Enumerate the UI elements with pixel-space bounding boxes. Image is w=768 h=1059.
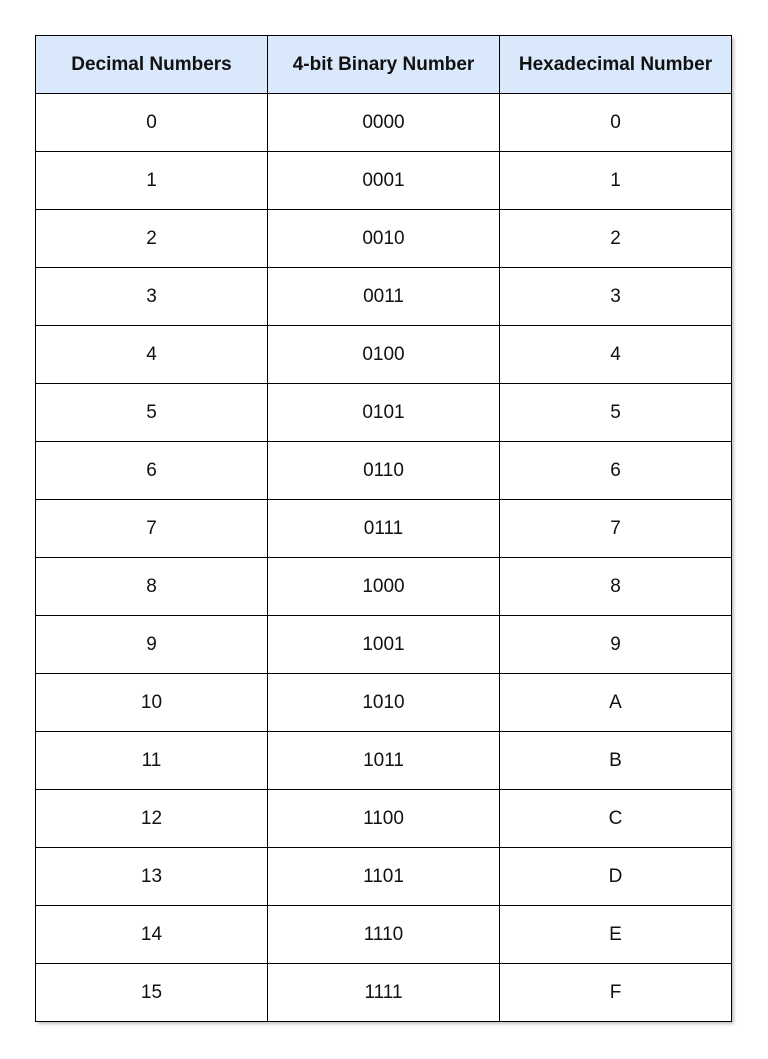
cell-hexadecimal: 1 <box>500 152 732 210</box>
table-row <box>36 268 732 326</box>
cell-decimal: 2 <box>36 210 268 268</box>
cell-binary: 1100 <box>268 790 500 848</box>
table-body <box>36 94 732 1022</box>
cell-hexadecimal: 6 <box>500 442 732 500</box>
cell-decimal: 14 <box>36 906 268 964</box>
cell-hexadecimal: 2 <box>500 210 732 268</box>
table-row <box>36 616 732 674</box>
cell-decimal: 11 <box>36 732 268 790</box>
table-row <box>36 790 732 848</box>
cell-binary: 1011 <box>268 732 500 790</box>
cell-decimal: 0 <box>36 94 268 152</box>
conversion-table-container <box>35 35 731 1021</box>
cell-hexadecimal: E <box>500 906 732 964</box>
cell-binary: 0111 <box>268 500 500 558</box>
table-row <box>36 906 732 964</box>
table-row <box>36 442 732 500</box>
cell-decimal: 15 <box>36 964 268 1022</box>
cell-hexadecimal: C <box>500 790 732 848</box>
table-row <box>36 152 732 210</box>
cell-decimal: 7 <box>36 500 268 558</box>
table-row <box>36 384 732 442</box>
cell-binary: 0001 <box>268 152 500 210</box>
cell-hexadecimal: 4 <box>500 326 732 384</box>
cell-hexadecimal: 9 <box>500 616 732 674</box>
cell-binary: 1000 <box>268 558 500 616</box>
cell-hexadecimal: B <box>500 732 732 790</box>
cell-decimal: 5 <box>36 384 268 442</box>
cell-binary: 1010 <box>268 674 500 732</box>
table-row <box>36 732 732 790</box>
cell-binary: 0100 <box>268 326 500 384</box>
cell-binary: 0010 <box>268 210 500 268</box>
table-row <box>36 964 732 1022</box>
cell-hexadecimal: 0 <box>500 94 732 152</box>
cell-hexadecimal: 7 <box>500 500 732 558</box>
cell-binary: 0011 <box>268 268 500 326</box>
header-row <box>36 36 732 94</box>
cell-decimal: 13 <box>36 848 268 906</box>
table-row <box>36 558 732 616</box>
table-header <box>36 36 732 94</box>
cell-binary: 1111 <box>268 964 500 1022</box>
cell-decimal: 6 <box>36 442 268 500</box>
table-row <box>36 326 732 384</box>
cell-decimal: 10 <box>36 674 268 732</box>
cell-hexadecimal: A <box>500 674 732 732</box>
cell-binary: 0110 <box>268 442 500 500</box>
cell-hexadecimal: 8 <box>500 558 732 616</box>
cell-binary: 0101 <box>268 384 500 442</box>
table-row <box>36 848 732 906</box>
header-decimal: Decimal Numbers <box>36 36 268 94</box>
cell-hexadecimal: 3 <box>500 268 732 326</box>
cell-decimal: 12 <box>36 790 268 848</box>
cell-decimal: 3 <box>36 268 268 326</box>
table-row <box>36 674 732 732</box>
cell-decimal: 8 <box>36 558 268 616</box>
header-binary: 4-bit Binary Number <box>268 36 500 94</box>
cell-binary: 0000 <box>268 94 500 152</box>
cell-hexadecimal: 5 <box>500 384 732 442</box>
header-hexadecimal: Hexadecimal Number <box>500 36 732 94</box>
cell-decimal: 9 <box>36 616 268 674</box>
cell-decimal: 4 <box>36 326 268 384</box>
cell-hexadecimal: F <box>500 964 732 1022</box>
number-conversion-table <box>35 35 732 1022</box>
cell-decimal: 1 <box>36 152 268 210</box>
cell-binary: 1101 <box>268 848 500 906</box>
table-row <box>36 210 732 268</box>
cell-binary: 1001 <box>268 616 500 674</box>
table-row <box>36 500 732 558</box>
table-row <box>36 94 732 152</box>
cell-hexadecimal: D <box>500 848 732 906</box>
cell-binary: 1110 <box>268 906 500 964</box>
